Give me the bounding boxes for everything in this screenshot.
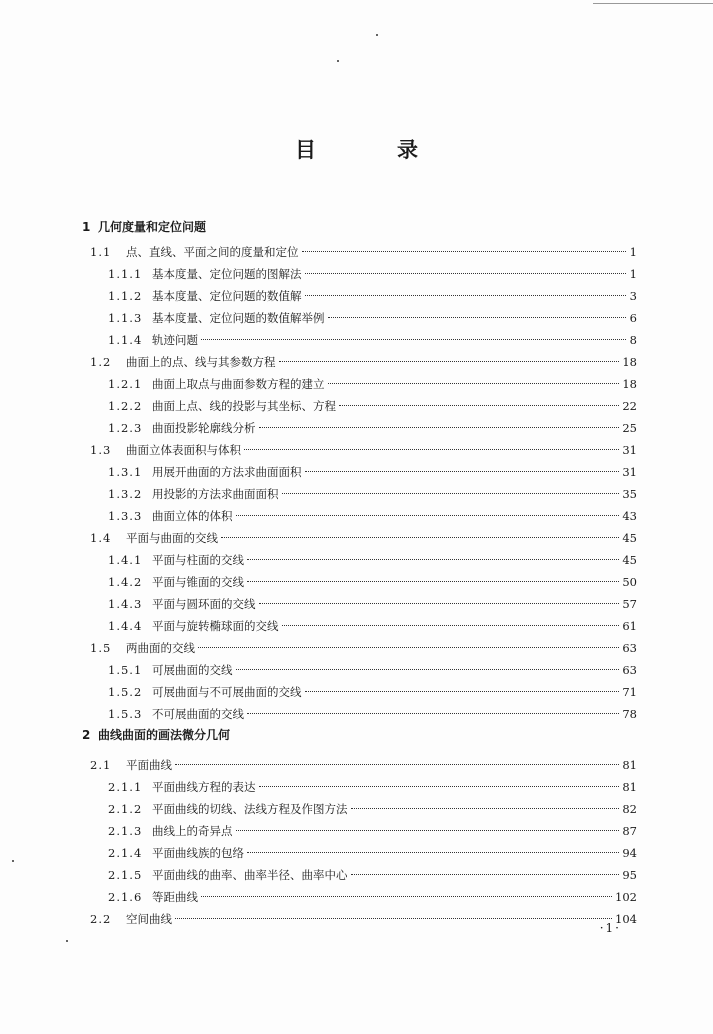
section-number: 1.2.1: [108, 377, 143, 391]
dot-leader: [305, 273, 627, 274]
chapter-title: 几何度量和定位问题: [98, 220, 207, 234]
section-title: 不可展曲面的交线: [152, 707, 244, 721]
dot-leader: [305, 471, 620, 472]
page-ref: 31: [622, 443, 637, 457]
toc-subsection[interactable]: [108, 822, 637, 840]
page-ref: 25: [622, 421, 637, 435]
section-number: 1.2: [90, 355, 112, 369]
section-title: 可展曲面的交线: [152, 663, 233, 677]
section-number: 1.5.3: [108, 707, 143, 721]
dot-leader: [247, 581, 619, 582]
dot-leader: [201, 339, 626, 340]
dot-leader: [328, 383, 620, 384]
section-number: 1.4.2: [108, 575, 143, 589]
page-ref: 18: [622, 377, 637, 391]
page-ref: 87: [622, 824, 637, 838]
page-ref: 81: [622, 758, 637, 772]
toc-subsection[interactable]: [108, 617, 637, 635]
toc-subsection[interactable]: [108, 485, 637, 503]
page-ref: 31: [622, 465, 637, 479]
section-number: 2.1.5: [108, 868, 143, 882]
page-ref: 18: [622, 355, 637, 369]
page-ref: 3: [629, 289, 637, 303]
toc-subsection[interactable]: [108, 661, 637, 679]
dot-leader: [247, 559, 619, 560]
section-number: 2.1: [90, 758, 112, 772]
dot-leader: [351, 808, 620, 809]
scan-edge-line: [593, 3, 713, 4]
section-number: 1.1: [90, 245, 112, 259]
section-title: 曲面上点、线的投影与其坐标、方程: [152, 399, 336, 413]
dot-leader: [302, 251, 627, 252]
page-ref: 63: [622, 641, 637, 655]
page-ref: 78: [622, 707, 637, 721]
section-number: 2.1.2: [108, 802, 143, 816]
toc-subsection[interactable]: [108, 595, 637, 613]
section-title: 基本度量、定位问题的图解法: [152, 267, 302, 281]
section-number: 2.1.6: [108, 890, 143, 904]
section-number: 1.5.1: [108, 663, 143, 677]
page-ref: 71: [622, 685, 637, 699]
section-title: 曲面上取点与曲面参数方程的建立: [152, 377, 325, 391]
toc-section[interactable]: [90, 910, 637, 928]
page-ref: 95: [622, 868, 637, 882]
section-number: 1.3.2: [108, 487, 143, 501]
dot-leader: [259, 427, 620, 428]
dot-leader: [244, 449, 619, 450]
page-ref: 1: [629, 245, 637, 259]
toc-subsection[interactable]: [108, 331, 637, 349]
page-ref: 1: [629, 267, 637, 281]
chapter-number: 2: [82, 728, 91, 742]
section-title: 曲面立体表面积与体积: [126, 443, 241, 457]
toc-subsection[interactable]: [108, 800, 637, 818]
toc-section[interactable]: [90, 441, 637, 459]
dot-leader: [201, 896, 612, 897]
section-title: 可展曲面与不可展曲面的交线: [152, 685, 302, 699]
dot-leader: [339, 405, 619, 406]
toc-section[interactable]: [90, 756, 637, 774]
section-title: 两曲面的交线: [126, 641, 195, 655]
dot-leader: [236, 669, 620, 670]
section-number: 1.4.4: [108, 619, 143, 633]
scan-speck: [376, 34, 378, 36]
toc-subsection[interactable]: [108, 309, 637, 327]
section-number: 1.3.1: [108, 465, 143, 479]
page-title: 目 录: [295, 138, 448, 162]
section-number: 1.2.3: [108, 421, 143, 435]
toc-subsection[interactable]: [108, 844, 637, 862]
section-number: 2.1.1: [108, 780, 143, 794]
chapter-number: 1: [82, 220, 91, 234]
page-number: ·1·: [599, 921, 621, 935]
page-ref: 102: [615, 890, 637, 904]
chapter-title: 曲线曲面的画法微分几何: [98, 728, 231, 742]
section-title: 曲面立体的体积: [152, 509, 233, 523]
page-ref: 22: [622, 399, 637, 413]
scan-speck: [12, 860, 14, 862]
section-title: 平面曲线的曲率、曲率半径、曲率中心: [152, 868, 348, 882]
dot-leader: [305, 295, 627, 296]
scan-speck: [337, 60, 339, 62]
toc-subsection[interactable]: [108, 463, 637, 481]
section-number: 1.5.2: [108, 685, 143, 699]
dot-leader: [351, 874, 620, 875]
section-title: 曲面投影轮廓线分析: [152, 421, 256, 435]
section-title: 平面与旋转椭球面的交线: [152, 619, 279, 633]
toc-subsection[interactable]: [108, 888, 637, 906]
dot-leader: [305, 691, 620, 692]
section-title: 平面曲线的切线、法线方程及作图方法: [152, 802, 348, 816]
dot-leader: [282, 493, 620, 494]
section-title: 空间曲线: [126, 912, 172, 926]
section-title: 用投影的方法求曲面面积: [152, 487, 279, 501]
dot-leader: [279, 361, 620, 362]
section-number: 1.3: [90, 443, 112, 457]
page-ref: 63: [622, 663, 637, 677]
dot-leader: [247, 852, 619, 853]
section-title: 用展开曲面的方法求曲面面积: [152, 465, 302, 479]
dot-leader: [175, 918, 612, 919]
page-ref: 45: [622, 531, 637, 545]
toc-subsection[interactable]: [108, 573, 637, 591]
toc-section[interactable]: [90, 639, 637, 657]
section-title: 平面曲线: [126, 758, 172, 772]
toc-section[interactable]: [90, 353, 637, 371]
page-ref: 50: [622, 575, 637, 589]
section-title: 平面与曲面的交线: [126, 531, 218, 545]
section-number: 1.1.1: [108, 267, 143, 281]
page-ref: 6: [629, 311, 637, 325]
dot-leader: [221, 537, 619, 538]
page-ref: 82: [622, 802, 637, 816]
section-number: 1.2.2: [108, 399, 143, 413]
page-ref: 57: [622, 597, 637, 611]
page-ref: 81: [622, 780, 637, 794]
page-ref: 8: [629, 333, 637, 347]
toc-subsection[interactable]: [108, 705, 637, 723]
toc-subsection[interactable]: [108, 419, 637, 437]
toc-subsection[interactable]: [108, 375, 637, 393]
section-title: 曲面上的点、线与其参数方程: [126, 355, 276, 369]
toc-subsection[interactable]: [108, 778, 637, 796]
toc-section[interactable]: [90, 243, 637, 261]
section-number: 1.5: [90, 641, 112, 655]
toc-subsection[interactable]: [108, 397, 637, 415]
page-ref: 45: [622, 553, 637, 567]
chapter-heading-1: [82, 218, 206, 235]
section-number: 2.1.4: [108, 846, 143, 860]
scan-speck: [66, 940, 68, 942]
section-number: 1.3.3: [108, 509, 143, 523]
section-title: 点、直线、平面之间的度量和定位: [126, 245, 299, 259]
dot-leader: [198, 647, 619, 648]
section-title: 平面与柱面的交线: [152, 553, 244, 567]
section-title: 平面曲线族的包络: [152, 846, 244, 860]
section-title: 曲线上的奇异点: [152, 824, 233, 838]
page-ref: 61: [622, 619, 637, 633]
toc-subsection[interactable]: [108, 507, 637, 525]
toc-subsection[interactable]: [108, 265, 637, 283]
dot-leader: [236, 515, 620, 516]
chapter-heading-2: [82, 726, 230, 743]
toc-section[interactable]: [90, 529, 637, 547]
dot-leader: [328, 317, 627, 318]
section-number: 1.4.1: [108, 553, 143, 567]
section-title: 轨迹问题: [152, 333, 198, 347]
dot-leader: [259, 786, 620, 787]
section-number: 1.1.4: [108, 333, 143, 347]
toc-subsection[interactable]: [108, 551, 637, 569]
dot-leader: [282, 625, 620, 626]
section-number: 2.2: [90, 912, 112, 926]
section-title: 等距曲线: [152, 890, 198, 904]
section-number: 2.1.3: [108, 824, 143, 838]
section-number: 1.1.3: [108, 311, 143, 325]
dot-leader: [236, 830, 620, 831]
toc-subsection[interactable]: [108, 866, 637, 884]
page-ref: 104: [615, 912, 637, 926]
dot-leader: [247, 713, 619, 714]
dot-leader: [175, 764, 619, 765]
page-ref: 43: [622, 509, 637, 523]
page-ref: 35: [622, 487, 637, 501]
toc-subsection[interactable]: [108, 683, 637, 701]
section-title: 基本度量、定位问题的数值解举例: [152, 311, 325, 325]
section-number: 1.4.3: [108, 597, 143, 611]
section-title: 基本度量、定位问题的数值解: [152, 289, 302, 303]
section-number: 1.1.2: [108, 289, 143, 303]
section-title: 平面与圆环面的交线: [152, 597, 256, 611]
page-ref: 94: [622, 846, 637, 860]
dot-leader: [259, 603, 620, 604]
section-title: 平面曲线方程的表达: [152, 780, 256, 794]
section-number: 1.4: [90, 531, 112, 545]
section-title: 平面与锥面的交线: [152, 575, 244, 589]
toc-subsection[interactable]: [108, 287, 637, 305]
